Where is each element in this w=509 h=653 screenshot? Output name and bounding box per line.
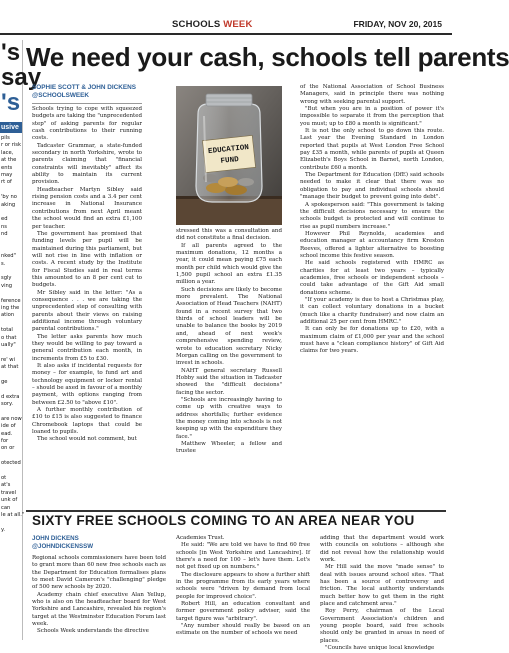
article-paragraph: "But when you are in a position of power it's impossible to separate it from the perception that you must; up to £80 a month is significant.": [300, 106, 444, 127]
article-headline: We need your cash, schools tell parents: [26, 42, 509, 72]
previous-page-line: aking: [1, 201, 16, 208]
previous-headline-line: say: [1, 64, 42, 91]
article-paragraph: Mr Sibley said in the letter: "As a consequence . . . we are taking the unprecedented step of consulting with parents about their views on raising additional income through voluntary parental contributions.": [32, 289, 142, 333]
previous-page-line: re' wi: [1, 356, 15, 363]
previous-page-line: [1, 268, 22, 275]
article-paragraph: Schools trying to cope with squeezed budgets are taking the "unprecedented step" of asking parents for regular cash contributions to their running costs.: [32, 106, 142, 142]
article-paragraph: Roy Perry, chairman of the Local Government Association's children and young people board, said free schools should only be granted in areas in need of places.: [320, 608, 444, 644]
article-paragraph: He said schools registered with HMRC as charities for at least two years – typically academies, free schools or independent schools – could take advantage of the Gift Aid small donations scheme.: [300, 260, 444, 296]
second-byline-handle: @JOHNDICKENSSW: [32, 542, 94, 550]
previous-page-line: may: [1, 171, 13, 178]
article-paragraph: The school would not comment, but: [37, 436, 137, 443]
article-paragraph: Regional schools commissioners have been told to grant more than 60 new free schools each as the Department for Education formalises plans to meet David Cameron's "challenging" pledge of 500 new schools by 2020.: [32, 555, 166, 591]
previous-page-line: unk of: [1, 497, 18, 504]
previous-page-line: on or: [1, 445, 15, 452]
article-paragraph: However Phil Reynolds, academies and education manager at accountancy firm Kreston Reeves, offered a lighter alternative to boosting school income this festive season.: [300, 230, 444, 259]
previous-page-line: [1, 519, 22, 526]
exclusive-tag: usive: [0, 122, 22, 133]
article-paragraph: "Councils have unique local knowledge: [325, 645, 435, 652]
article-paragraph: He said: "We are told we have to find 60 free schools [in West Yorkshire and Lancashire]. If there's a need for 100 – let's have them. Let's not get fixed up on numbers.": [176, 542, 310, 571]
previous-page-text: [0, 135, 25, 534]
previous-page-line: le at all.": [1, 511, 25, 518]
previous-headline-line: 's: [1, 39, 21, 66]
previous-page-line: [1, 187, 22, 194]
article-paragraph: It can only be for donations up to £20, with a maximum claim of £1,000 per year and the school must have a "clean compliance history" of Gift Aid claims for two years.: [300, 326, 444, 355]
article-paragraph: Academy chain chief executive Alan Yellup, who is also on the headteacher board for West Yorkshire and Lancashire, revealed his region's target at the Westminster Education Forum last week.: [32, 591, 166, 628]
previous-page-line: ents: [1, 164, 13, 171]
article-paragraph: The Department for Education (DfE) said schools needed to make it clear that there was no obligation to pay and individual schools should "manage their budget to prevent going into debt".: [300, 172, 444, 201]
byline-authors: SOPHIE SCOTT & JOHN DICKENS: [32, 84, 137, 91]
section-divider: [26, 510, 446, 512]
jar-label-line2: FUND: [220, 156, 240, 166]
previous-page-line: [1, 372, 22, 379]
previous-page-line: [1, 290, 22, 297]
previous-page-line: [1, 238, 22, 245]
previous-page-line: ge: [1, 378, 8, 385]
article-paragraph: Matthew Wheeler, a fellow and trustee: [176, 440, 282, 455]
previous-page-line: [1, 349, 22, 356]
article-paragraph: It is not the only school to go down this route. Last year the Evening Standard in London reported that pupils at West London Free School pay £35 a month, while parents of pupils at Queen Elizabeth's Boys School in Barnet, north London, contribute £60 a month.: [300, 128, 444, 171]
byline-rule: [32, 103, 142, 104]
second-article-column-2: [176, 535, 310, 638]
previous-page-line: ns: [1, 223, 7, 230]
previous-page-line: [1, 468, 22, 475]
previous-page-line: [1, 408, 22, 415]
previous-page-line: pils: [1, 135, 10, 141]
article-paragraph: "Schools are increasingly having to come up with creative ways to address shortfalls; further evidence the money coming into schools is not keeping up with the expenditure they face.": [176, 396, 282, 440]
article-paragraph: Headteacher Martyn Sibley said rising pension costs and a 3.4 per cent increase in National Insurance contributions from next April meant the school would find an extra £1,100 per teacher.: [32, 186, 142, 230]
previous-page-line: d extra: [1, 393, 20, 400]
previous-page-line: ually": [1, 341, 16, 348]
second-article-headline: SIXTY FREE SCHOOLS COMING TO AN AREA NEAR YOU: [32, 513, 415, 528]
previous-page-line: ide of: [1, 423, 16, 430]
previous-page-line: [1, 246, 22, 253]
masthead-rule: [0, 33, 452, 35]
article-paragraph: Academies Trust.: [176, 535, 225, 541]
previous-page-line: ation: [1, 312, 15, 319]
article-column-3: [300, 84, 444, 356]
article-paragraph: A spokesperson said: "This government is taking the difficult decisions necessary to ensure the schools budget is protected and will continue to rise as pupil numbers increase.": [300, 201, 444, 230]
article-paragraph: "If your academy is due to host a Christmas play, it can collect voluntary donations in a bucket (much like a charity fundraiser) and now claim an additional 25 per cent from HMRC.": [300, 296, 444, 325]
article-paragraph: "Any number should really be based on an estimate on the number of schools we need: [176, 623, 310, 637]
previous-page-line: for: [1, 438, 9, 445]
previous-page-line: s.: [1, 260, 6, 267]
article-paragraph: If all parents agreed to the maximum donations, 12 months a year, it could mean paying £75 each month per child which would give the 1,500 pupil school an extra £1.35 million a year.: [176, 242, 282, 286]
article-paragraph: It also asks if incidental requests for money – for example, to fund art and technology equipment or locker rental – should be axed in favour of a monthly payment, with options ranging from between £2.50 to "above £10".: [32, 363, 142, 406]
article-paragraph: The government has promised that funding levels per pupil will be maintained during this parliament, but will not rise in line with inflation or costs. A recent study by the Institute for Fiscal Studies said in real terms this amounted to an 8 per cent cut to budgets.: [32, 230, 142, 289]
second-article-column-1: [32, 555, 166, 636]
article-paragraph: stressed this was a consultation and did not constitute a final decision.: [176, 228, 282, 242]
previous-page-line: otected: [1, 460, 21, 467]
previous-page-line: at that: [1, 364, 19, 371]
previous-page-line: 'by no: [1, 194, 17, 201]
previous-headline-line: 's: [1, 89, 21, 116]
previous-page-line: ving: [1, 282, 13, 289]
article-paragraph: NAHT general secretary Russell Hobby said the situation in Tadcaster showed the "difficult decisions" facing the sector.: [176, 367, 282, 396]
publication-name-suffix: WEEK: [223, 19, 253, 30]
article-paragraph: The letter asks parents how much they would be willing to pay toward a general contribution each month, in increments from £5 to £30.: [32, 333, 142, 362]
article-paragraph: Robert Hill, an education consultant and former government policy adviser, said the target figure was "arbitrary".: [176, 601, 310, 622]
education-fund-jar-photo: [176, 86, 282, 225]
article-paragraph: A further monthly contribution of £10 to £15 is also suggested to finance Chromebook laptops that could be loaned to pupils.: [32, 407, 142, 436]
publication-name: [172, 19, 253, 30]
previous-page-line: ed: [1, 216, 8, 223]
previous-page-column: [0, 39, 42, 640]
previous-page-line: [1, 209, 22, 216]
article-paragraph: Such decisions are likely to become more prevalent. The National Association of Head Teachers (NAHT) found in a recent survey that two thirds of school leaders will be unable to balance the books by 2019 and, ahead of next week's comprehensive spending review, wrote to education secretary Nicky Morgan calling on the government to invest in schools.: [176, 286, 282, 367]
previous-page-line: [1, 453, 22, 460]
article-paragraph: The disclosure appears to show a further shift in the programme from its early years where schools were "driven by demand from local people for improved choice".: [176, 571, 310, 600]
previous-page-line: rt of: [1, 179, 12, 186]
publication-name-prefix: SCHOOLS: [172, 19, 224, 30]
previous-page-line: nked": [1, 253, 16, 260]
article-byline: [32, 84, 136, 100]
previous-page-line: are now: [1, 415, 22, 422]
previous-page-line: r or risk: [1, 142, 22, 149]
previous-page-line: lace,: [1, 149, 14, 156]
previous-page-line: can: [1, 504, 11, 511]
article-paragraph: adding that the department would work with councils on solutions – although she did not reveal how the relationship would work.: [320, 535, 444, 564]
article-paragraph: Mr Hill said the move "made sense" to deal with issues around school sites. "That has been a source of controversy and friction. The local authority understands much better how to get them in the right place and catchment area.": [320, 564, 444, 608]
previous-page-line: ead.: [1, 430, 13, 437]
previous-page-line: [1, 320, 22, 327]
previous-page-line: travel: [1, 489, 17, 496]
previous-page-headline: [0, 39, 42, 116]
previous-page-line: total: [1, 327, 13, 334]
article-paragraph: Schools Week understands the directive: [37, 628, 149, 635]
previous-page-line: at the: [1, 157, 17, 164]
masthead: [0, 0, 452, 40]
previous-page-line: ference: [1, 297, 21, 304]
previous-page-line: sgly: [1, 275, 12, 282]
second-byline-author: JOHN DICKENS: [32, 535, 79, 542]
issue-date: FRIDAY, NOV 20, 2015: [353, 19, 442, 29]
byline-handle: @SCHOOLSWEEK: [32, 92, 90, 99]
previous-page-line: o that: [1, 334, 17, 341]
previous-page-line: ot: [1, 474, 7, 481]
previous-page-line: nd: [1, 231, 8, 238]
article-paragraph: of the National Association of School Business Managers, said in principle there was nothing wrong with seeking parental support.: [300, 84, 444, 105]
previous-page-line: sory.: [1, 401, 13, 408]
jar-label-line1: EDUCATION: [207, 143, 250, 157]
second-article-byline: [32, 535, 93, 550]
article-paragraph: Tadcaster Grammar, a state-funded secondary in north Yorkshire, wrote to parents claiming that "financial constraints will inevitably" affect its ability to maintain its current provision.: [32, 142, 142, 186]
article-column-1: [32, 106, 142, 444]
article-column-2: [176, 228, 282, 456]
previous-page-line: [1, 386, 22, 393]
previous-page-line: at's: [1, 482, 11, 489]
previous-page-line: ing the: [1, 304, 20, 311]
second-article-column-3: [320, 535, 444, 653]
previous-page-line: y.: [1, 526, 5, 533]
jar-illustration: [176, 86, 282, 225]
